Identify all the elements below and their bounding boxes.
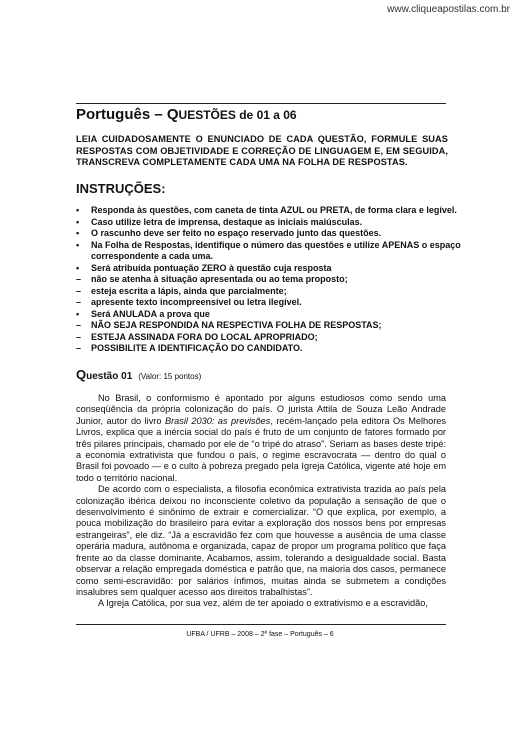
dash-marker: – [76,320,82,330]
instruction-text: apresente texto incompreensível ou letra ilegível. [91,297,302,307]
instruction-item [76,343,456,355]
title-rest: de 01 a 06 [235,108,297,122]
bottom-rule [76,624,446,625]
instruction-item [76,205,456,217]
instruction-text: correspondente a cada uma. [91,251,214,261]
body-paragraph [76,393,446,484]
instruction-item [76,251,456,263]
dash-marker: – [76,285,82,296]
instruction-item [76,332,456,344]
instruction-text: Será atribuída pontuação ZERO à questão cuja resposta [91,262,332,273]
instruction-item [76,263,456,275]
question-label: uestão 01 [86,371,133,382]
instruction-item [76,228,456,240]
bullet-icon: • [76,228,80,238]
bullet-icon: • [76,308,80,319]
instructions-list [76,205,461,355]
instruction-item [76,274,456,286]
bullet-icon: • [76,262,80,273]
instruction-text: ESTEJA ASSINADA FORA DO LOCAL APROPRIADO; [91,331,318,342]
instruction-item [76,239,461,252]
intro-paragraph: LEIA CUIDADOSAMENTE O ENUNCIADO DE CADA QUESTÃO, FORMULE SUAS RESPOSTAS COM OBJETIVIDADE E CORREÇÃO DE LINGUAGEM E, EM SEGUIDA, TRANSCREVA COMPLETAMENTE CADA UMA NA FOLHA DE RESPOSTAS. [76,134,448,168]
title-main: Português – Q [76,106,179,123]
instruction-item [76,297,456,309]
instruction-item [76,286,456,298]
instruction-item [76,217,456,229]
question-label-initial: Q [76,367,87,382]
dash-marker: – [76,331,82,342]
instruction-text: Caso utilize letra de imprensa, destaque as iniciais maiúsculas. [91,216,363,227]
dash-marker: – [76,274,82,284]
instruction-text: esteja escrita a lápis, ainda que parcialmente; [91,285,287,296]
question-heading [76,367,201,382]
paragraph-text: A Igreja Católica, por sua vez, além de ter apoiado o extrativismo e a escravidão, [98,598,428,609]
bullet-icon: • [76,239,80,250]
instruction-text: não se atenha à situação apresentada ou ao tema proposto; [91,274,348,284]
title-main-small: UESTÕES [178,108,236,122]
instruction-item [76,320,456,332]
bullet-icon: • [76,216,80,227]
paragraph-text: No Brasil, o conformismo é apontado por alguns estudiosos como sendo uma conseqüência da própria colonização do país. O jurista Attila de Souza Leão Andrade Junior, autor do livro [76,393,446,426]
instruction-item [76,309,456,321]
page-title [76,106,297,123]
top-rule [76,103,446,104]
page-footer: UFBA / UFRB – 2008 – 2ª fase – Português – 6 [186,631,334,638]
instruction-text: Será ANULADA a prova que [91,308,210,319]
instruction-text: POSSIBILITE A IDENTIFICAÇÃO DO CANDIDATO. [91,343,303,353]
body-paragraph [76,598,446,609]
instruction-text: Na Folha de Respostas, identifique o número das questões e utilize APENAS o espaço [91,239,461,250]
bullet-icon: • [76,205,80,215]
instructions-heading: INSTRUÇÕES: [76,181,166,196]
question-points: (Valor: 15 pontos) [138,372,202,381]
paragraph-text: De acordo com o especialista, a filosofia econômica extrativista trazida ao país pela colonização ibérica deixou no inconsciente coletivo da população a sensação de que o desenvolvimento é sinônimo de extrair e comercializar. “O que explica, por exemplo, a pouca mobilização do brasileiro para evitar a exploração dos nossos bens por empresas estrangeiras”, ele diz. “Já a escravidão fez com que houvesse a ausência de uma classe operária madura, autônoma e organizada, capaz de propor um programa político que faça frente ao da classe dominante. Acabamos, assim, tolerando a desigualdade social. Basta observar a relação empregada doméstica e patrão que, na maioria dos casos, permanece como semi-escravidão: por salários ínfimos, muitas ainda se submetem a condições insalubres sem qualquer acesso aos direitos trabalhistas”. [76,484,446,597]
question-text [76,393,446,610]
instruction-text: O rascunho deve ser feito no espaço reservado junto das questões. [91,228,382,238]
instruction-text: NÃO SEJA RESPONDIDA NA RESPECTIVA FOLHA DE RESPOSTAS; [91,320,382,330]
body-paragraph [76,484,446,598]
watermark: www.cliqueapostilas.com.br [387,4,510,15]
dash-marker: – [76,297,82,307]
instruction-text: Responda às questões, com caneta de tinta AZUL ou PRETA, de forma clara e legível. [91,205,457,215]
dash-marker: – [76,343,82,353]
paragraph-text: , recém-lançado pela editora Os Melhores Livros, explica que a inércia social do país é fruto de um conjunto de fatores formado por três pilares principais, chamado por ele de “o tripé do atraso”. Seriam as bases deste tripé: a economia extrativista que fundou o país, o regime escravocrata — dentro do qual o Brasil foi povoado — e o culto à pobreza pregado pela Igreja Católica, vigente até hoje em todo o território nacional. [76,415,446,483]
book-title: Brasil 2030: as previsões [164,415,271,426]
